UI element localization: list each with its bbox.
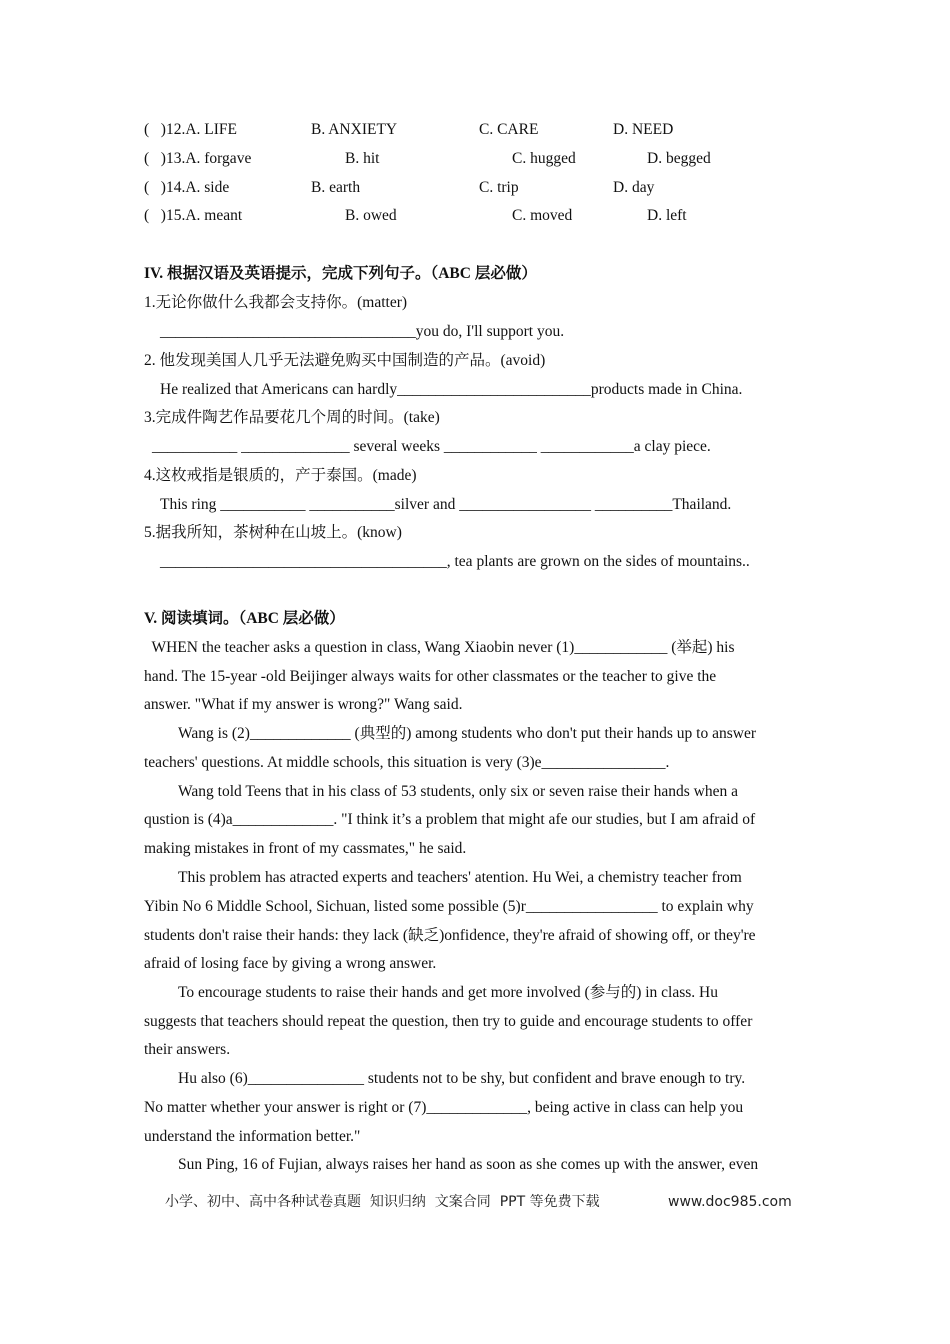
passage-line: Sun Ping, 16 of Fujian, always raises her hand as soon as she comes up with the answer, even xyxy=(178,1156,759,1173)
section-4-answer-5: _____________________________________, tea plants are grown on the sides of mountains.. xyxy=(160,553,750,570)
choice-row-12 xyxy=(144,120,844,140)
section-5-heading: V. 阅读填词。（ABC 层必做） xyxy=(144,610,345,627)
passage-line: afraid of losing face by giving a wrong answer. xyxy=(144,955,437,972)
choice-b: B. ANXIETY xyxy=(311,121,398,138)
choice-num: ( )13.A. forgave xyxy=(144,150,252,167)
choice-d: D. left xyxy=(647,207,687,224)
choice-num: ( )14.A. side xyxy=(144,179,230,196)
choice-row-15 xyxy=(144,206,844,226)
section-4-answer-4: This ring ___________ ___________silver and _________________ __________Thailand. xyxy=(160,496,732,513)
section-4-question-3: 3.完成件陶艺作品要花几个周的时间。(take) xyxy=(144,409,440,426)
passage-line: Hu also (6)_______________ students not to be shy, but confident and brave enough to try. xyxy=(178,1070,746,1087)
passage-line: No matter whether your answer is right or (7)_____________, being active in class can help you xyxy=(144,1099,744,1116)
passage-line: Wang told Teens that in his class of 53 students, only six or seven raise their hands when a xyxy=(178,783,739,800)
passage-line: To encourage students to raise their hands and get more involved (参与的) in class. Hu xyxy=(178,984,718,1001)
passage-line: making mistakes in front of my cassmates," he said. xyxy=(144,840,467,857)
choice-row-13 xyxy=(144,149,844,169)
choice-c: C. hugged xyxy=(512,150,576,167)
passage-line: suggests that teachers should repeat the question, then try to guide and encourage students to offer xyxy=(144,1013,753,1030)
passage-line: teachers' questions. At middle schools, this situation is very (3)e________________. xyxy=(144,754,670,771)
choice-c: C. moved xyxy=(512,207,573,224)
choice-num: ( )12.A. LIFE xyxy=(144,121,237,138)
passage-line: hand. The 15-year -old Beijinger always waits for other classmates or the teacher to give the xyxy=(144,668,717,685)
choice-d: D. begged xyxy=(647,150,711,167)
choice-b: B. owed xyxy=(345,207,397,224)
passage-line: students don't raise their hands: they lack (缺乏)onfidence, they're afraid of showing off, or they're xyxy=(144,927,756,944)
section-4-question-4: 4.这枚戒指是银质的，产于泰国。(made) xyxy=(144,467,417,484)
choice-num: ( )15.A. meant xyxy=(144,207,243,224)
footer-url[interactable]: www.doc985.com xyxy=(668,1194,792,1210)
passage-line: answer. "What if my answer is wrong?" Wang said. xyxy=(144,696,463,713)
choice-d: D. NEED xyxy=(613,121,674,138)
passage-line: Wang is (2)_____________ (典型的) among students who don't put their hands up to answer xyxy=(178,725,756,742)
section-4-question-2: 2. 他发现美国人几乎无法避免购买中国制造的产品。(avoid) xyxy=(144,352,546,369)
section-4-answer-2: He realized that Americans can hardly_________________________products made in China. xyxy=(160,381,743,398)
passage-line: This problem has atracted experts and teachers' atention. Hu Wei, a chemistry teacher from xyxy=(178,869,742,886)
choice-c: C. CARE xyxy=(479,121,539,138)
section-4-question-1: 1.无论你做什么我都会支持你。(matter) xyxy=(144,294,408,311)
passage-line: qustion is (4)a_____________. "I think it’s a problem that might afe our studies, but I am afraid of xyxy=(144,811,756,828)
section-4-question-5: 5.据我所知，茶树种在山坡上。(know) xyxy=(144,524,402,541)
passage-line: Yibin No 6 Middle School, Sichuan, listed some possible (5)r_________________ to explain why xyxy=(144,898,754,915)
choice-b: B. earth xyxy=(311,179,361,196)
choice-c: C. trip xyxy=(479,179,519,196)
choice-row-14 xyxy=(144,178,844,198)
section-4-answer-1: _________________________________you do, I'll support you. xyxy=(160,323,565,340)
passage-line: understand the information better." xyxy=(144,1128,361,1145)
section-4-heading: IV. 根据汉语及英语提示，完成下列句子。（ABC 层必做） xyxy=(144,265,537,282)
passage-line: their answers. xyxy=(144,1041,231,1058)
choice-d: D. day xyxy=(613,179,655,196)
choice-b: B. hit xyxy=(345,150,380,167)
passage-line: WHEN the teacher asks a question in class, Wang Xiaobin never (1)____________ (举起) his xyxy=(144,639,735,656)
footer-text: 小学、初中、高中各种试卷真题 知识归纳 文案合同 PPT 等免费下载 xyxy=(165,1194,600,1210)
section-4-answer-3: ___________ ______________ several weeks ____________ ____________a clay piece. xyxy=(152,438,711,455)
